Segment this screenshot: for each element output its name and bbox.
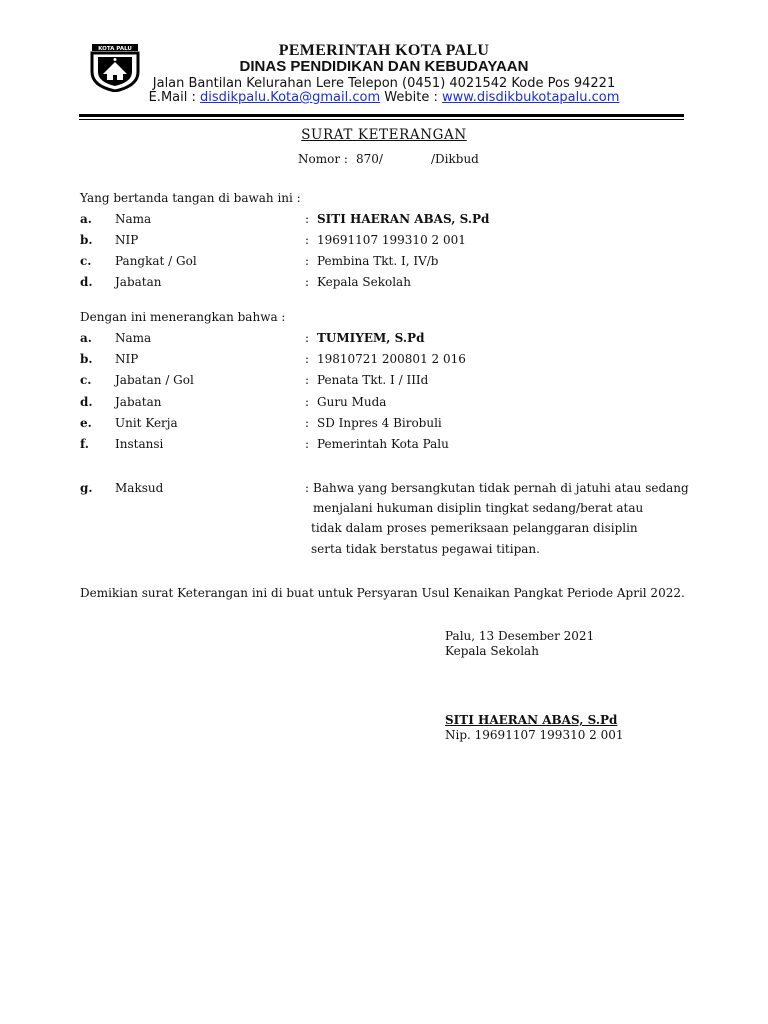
signature-name: SITI HAERAN ABAS, S.Pd bbox=[445, 713, 618, 727]
row-colon: : bbox=[305, 233, 310, 247]
row-letter: d. bbox=[80, 275, 93, 289]
signer-name-value: SITI HAERAN ABAS, S.Pd bbox=[317, 212, 490, 226]
row-label: Nama bbox=[115, 331, 152, 345]
signer-rank-value: Pembina Tkt. I, IV/b bbox=[317, 254, 439, 268]
signer-position-value: Kepala Sekolah bbox=[317, 275, 411, 289]
row-label: NIP bbox=[115, 352, 139, 366]
email-link[interactable]: disdikpalu.Kota@gmail.com bbox=[200, 90, 381, 105]
document-title: SURAT KETERANGAN bbox=[301, 127, 467, 143]
letterhead-address: Jalan Bantilan Kelurahan Lere Telepon (0451) 4021542 Kode Pos 94221 bbox=[152, 76, 616, 91]
row-letter: a. bbox=[80, 212, 92, 226]
row-colon: : bbox=[305, 331, 310, 345]
row-letter: d. bbox=[80, 395, 93, 409]
signature-nip: Nip. 19691107 199310 2 001 bbox=[445, 728, 624, 742]
row-label: Jabatan / Gol bbox=[115, 373, 194, 387]
row-letter: b. bbox=[80, 233, 93, 247]
subject-agency-value: Pemerintah Kota Palu bbox=[317, 437, 449, 451]
row-letter: f. bbox=[80, 437, 89, 451]
maksud-line: Bahwa yang bersangkutan tidak pernah di jatuhi atau sedang bbox=[313, 481, 689, 495]
subject-position-value: Guru Muda bbox=[317, 395, 387, 409]
row-letter: e. bbox=[80, 416, 92, 430]
email-label: E.Mail : bbox=[148, 90, 196, 105]
row-letter: c. bbox=[80, 373, 92, 387]
row-letter: b. bbox=[80, 352, 93, 366]
row-colon: : bbox=[305, 275, 310, 289]
row-colon: : bbox=[305, 254, 310, 268]
maksud-line: menjalani hukuman disiplin tingkat sedang/berat atau bbox=[313, 501, 644, 515]
maksud-line: serta tidak berstatus pegawai titipan. bbox=[311, 542, 540, 556]
row-letter: a. bbox=[80, 331, 92, 345]
row-label: Jabatan bbox=[115, 395, 162, 409]
row-colon: : bbox=[305, 437, 310, 451]
row-label: Pangkat / Gol bbox=[115, 254, 197, 268]
row-colon: : bbox=[305, 416, 310, 430]
letterhead-agency: DINAS PENDIDIKAN DAN KEBUDAYAAN bbox=[239, 58, 529, 75]
signer-nip-value: 19691107 199310 2 001 bbox=[317, 233, 466, 247]
section2-intro: Dengan ini menerangkan bahwa : bbox=[80, 310, 286, 324]
letterhead-divider-thin bbox=[79, 119, 684, 120]
row-label: Unit Kerja bbox=[115, 416, 178, 430]
row-label: NIP bbox=[115, 233, 139, 247]
letterhead-contact bbox=[0, 90, 768, 105]
closing-statement: Demikian surat Keterangan ini di buat untuk Persyaran Usul Kenaikan Pangkat Periode April 2022. bbox=[80, 586, 685, 600]
website-link[interactable]: www.disdikbukotapalu.com bbox=[441, 90, 620, 105]
subject-name-value: TUMIYEM, S.Pd bbox=[317, 331, 425, 345]
row-colon: : bbox=[305, 481, 310, 495]
row-label: Jabatan bbox=[115, 275, 162, 289]
subject-rank-value: Penata Tkt. I / IIId bbox=[317, 373, 429, 387]
row-colon: : bbox=[305, 395, 310, 409]
row-colon: : bbox=[305, 212, 310, 226]
maksud-line: tidak dalam proses pemeriksaan pelanggaran disiplin bbox=[311, 521, 638, 535]
letterhead-divider-thick bbox=[79, 114, 684, 117]
row-letter: c. bbox=[80, 254, 92, 268]
row-label: Maksud bbox=[115, 481, 164, 495]
row-label: Nama bbox=[115, 212, 152, 226]
subject-unit-value: SD Inpres 4 Birobuli bbox=[317, 416, 442, 430]
row-colon: : bbox=[305, 373, 310, 387]
letterhead-government: PEMERINTAH KOTA PALU bbox=[278, 42, 490, 59]
website-label: Webite : bbox=[384, 90, 438, 105]
row-letter: g. bbox=[80, 481, 93, 495]
subject-nip-value: 19810721 200801 2 016 bbox=[317, 352, 466, 366]
nomor-suffix: /Dikbud bbox=[431, 152, 479, 166]
nomor-label: Nomor : bbox=[298, 152, 348, 166]
signature-position: Kepala Sekolah bbox=[445, 644, 539, 658]
logo-caption: KOTA PALU bbox=[98, 46, 132, 52]
section1-intro: Yang bertanda tangan di bawah ini : bbox=[80, 191, 301, 205]
row-colon: : bbox=[305, 352, 310, 366]
signature-place-date: Palu, 13 Desember 2021 bbox=[445, 629, 595, 643]
nomor-value: 870/ bbox=[356, 152, 383, 166]
row-label: Instansi bbox=[115, 437, 164, 451]
